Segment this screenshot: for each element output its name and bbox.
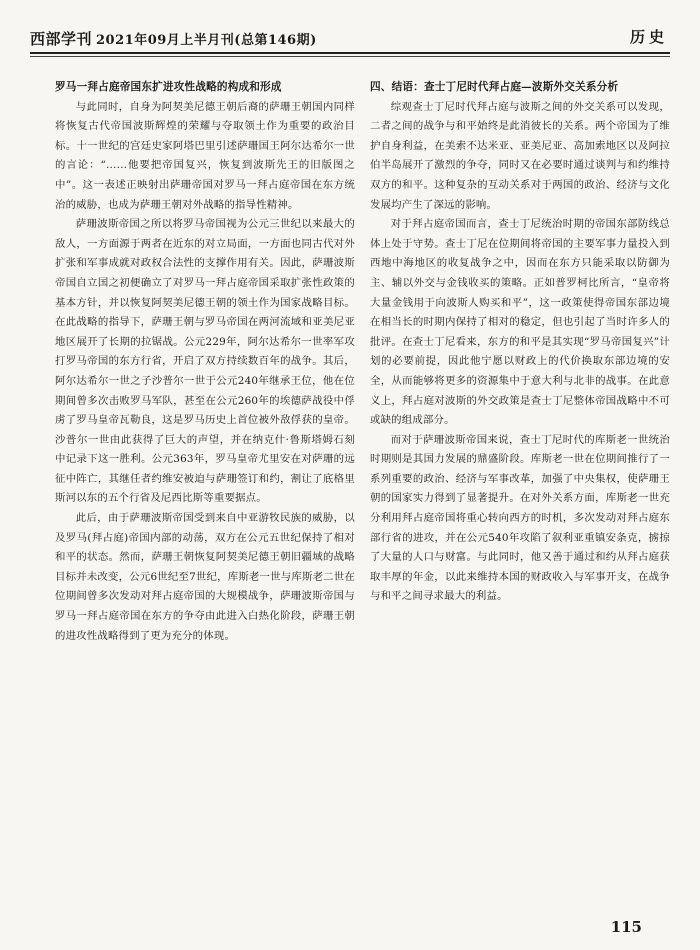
header-rule bbox=[30, 52, 670, 54]
journal-info bbox=[30, 28, 317, 49]
right-column bbox=[370, 78, 670, 918]
left-column bbox=[55, 78, 355, 918]
body-paragraph: 而对于萨珊波斯帝国来说，查士丁尼时代的库斯老一世统治时期则是其国力发展的鼎盛阶段。库斯老一世在位期间推行了一系列重要的政治、经济与军事改革，加强了中央集权，使萨珊王朝的国家实力得到了显著提升。在对外关系方面，库斯老一世充分利用拜占庭帝国将重心转向西方的时机，多次发动对拜占庭东部行省的进攻，并在公元540年攻陷了叙利亚重镇安条克，掳掠了大量的人口与财富。与此同时，他又善于通过和约从拜占庭获取丰厚的年金，以此来维持本国的财政收入与军事开支，在战争与和平之间寻求最大的利益。 bbox=[370, 433, 670, 603]
body-paragraph: 对于拜占庭帝国而言，查士丁尼统治时期的帝国东部防线总体上处于守势。查士丁尼在位期间将帝国的主要军事力量投入到西地中海地区的收复战争之中，因而在东方只能采取以防御为主、辅以外交与金钱收买的策略。正如普罗柯比所言，“皇帝将大量金钱用于向波斯人购买和平”，这一政策使得帝国东部边境在相当长的时期内保持了相对的稳定，但也引起了当时许多人的批评。在查士丁尼看来，东方的和平是其实现“罗马帝国复兴”计划的必要前提，因此他宁愿以财政上的代价换取东部边境的安全，从而能够将更多的资源集中于意大利与北非的战事。在此意义上，拜占庭对波斯的外交政策是查士丁尼整体帝国战略中不可或缺的组成部分。 bbox=[370, 218, 670, 427]
journal-title: 西部学刊 bbox=[30, 30, 93, 48]
section-label: 历史 bbox=[629, 28, 668, 46]
body-paragraph: 萨珊波斯帝国之所以将罗马帝国视为公元三世纪以来最大的敌人，一方面源于两者在近东的对立局面，一方面也同古代对外扩张和军事成就对政权合法性的支撑作用有关。因此，萨珊波斯帝国自立国之初便确立了对罗马一拜占庭帝国采取扩张性政策的基本方针，并以恢复阿契美尼德王朝的领土作为国家战略目标。在此战略的指导下，萨珊王朝与罗马帝国在两河流域和亚美尼亚地区展开了长期的拉锯战。公元229年，阿尔达希尔一世率军攻打罗马帝国的东方行省，开启了双方持续数百年的战争。其后，阿尔达希尔一世之子沙普尔一世于公元240年继承王位，他在位期间曾多次击败罗马军队，甚至在公元260年的埃德萨战役中俘虏了罗马皇帝瓦勒良，这是罗马历史上首位被外敌俘获的皇帝。沙普尔一世由此获得了巨大的声望，并在纳克什·鲁斯塔姆石刻中记录下这一胜利。公元363年，罗马皇帝尤里安在对萨珊的远征中阵亡，其继任者约维安被迫与萨珊签订和约，割让了底格里斯河以东的五个行省及尼西比斯等重要据点。 bbox=[55, 218, 355, 505]
section-heading: 罗马一拜占庭帝国东扩进攻性战略的构成和形成 bbox=[55, 81, 282, 93]
page-number: 115 bbox=[610, 918, 642, 936]
journal-issue: 2021年09月上半月刊(总第146期) bbox=[96, 33, 317, 48]
body-paragraph: 与此同时，自身为阿契美尼德王朝后裔的萨珊王朝国内同样将恢复古代帝国波斯辉煌的荣耀与夺取领土作为重要的政治目标。十一世纪的宫廷史家阿塔巴里引述萨珊国王阿尔达希尔一世的言论：“……他要把帝国复兴，恢复到波斯先王的旧版图之中”。这一表述正映射出萨珊帝国对罗马一拜占庭帝国在东方统治的威胁，也成为萨珊王朝对外战略的指导性精神。 bbox=[55, 100, 355, 211]
page-header bbox=[30, 22, 670, 56]
header-rule-thin bbox=[30, 56, 670, 57]
body-paragraph: 此后，由于萨珊波斯帝国受到来自中亚游牧民族的威胁，以及罗马(拜占庭)帝国内部的动荡，双方在公元五世纪保持了相对和平的状态。然而，萨珊王朝恢复阿契美尼德王朝旧疆域的战略目标并未改变，公元6世纪至7世纪，库斯老一世与库斯老二世在位期间曾多次发动对拜占庭帝国的大规模战争，萨珊波斯帝国与罗马一拜占庭帝国在东方的争夺由此进入白热化阶段，萨珊王朝的进攻性战略得到了更为充分的体现。 bbox=[55, 512, 355, 642]
conclusion-heading: 四、结语：查士丁尼时代拜占庭—波斯外交关系分析 bbox=[370, 81, 619, 93]
body-paragraph: 综观查士丁尼时代拜占庭与波斯之间的外交关系可以发现，二者之间的战争与和平始终是此消彼长的关系。两个帝国为了维护自身利益，在美索不达米亚、亚美尼亚、高加索地区以及阿拉伯半岛展开了激烈的争夺，同时又在必要时通过谈判与和约维持双方的和平。这种复杂的互动关系对于两国的政治、经济与文化发展均产生了深远的影响。 bbox=[370, 100, 670, 211]
